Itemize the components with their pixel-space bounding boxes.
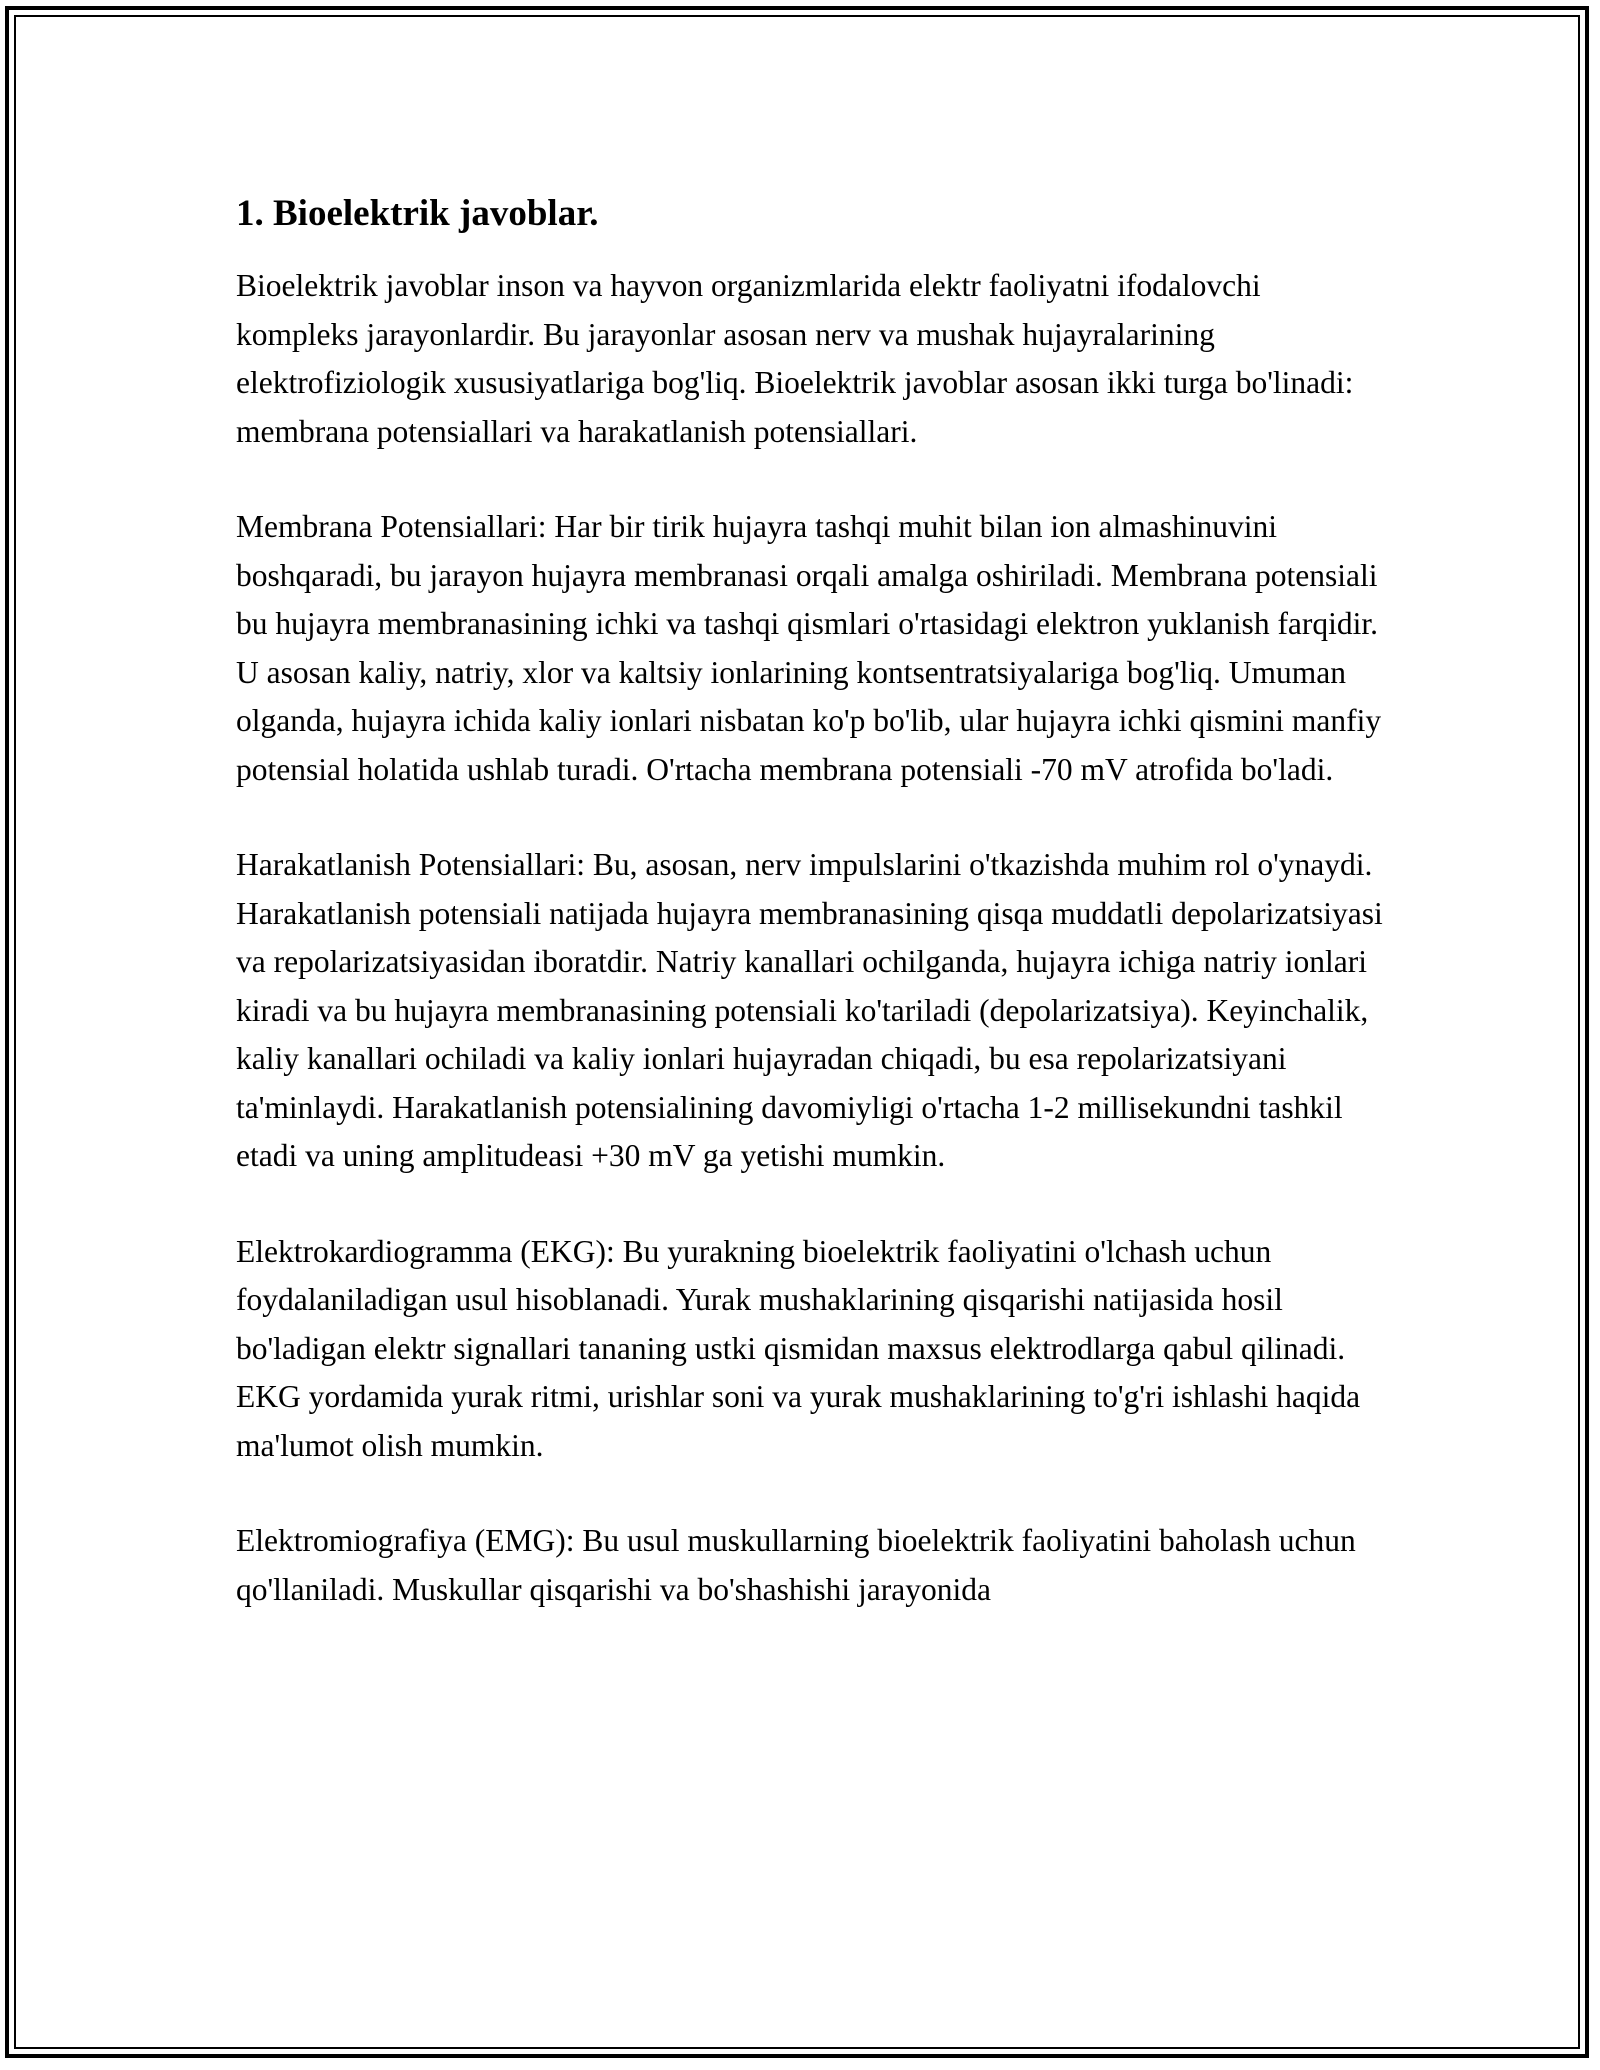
paragraph-action-potentials: Harakatlanish Potensiallari: Bu, asosan, nerv impulslarini o'tkazishda muhim rol o'ynaydi. Harakatlanish potensiali natijada hujayra membranasining qisqa muddatli depolarizatsiyasi va repolarizatsiyasidan iboratdir. Natriy kanallari ochilganda, hujayra ichiga natriy ionlari kiradi va bu hujayra membranasining potensiali ko'tariladi (depolarizatsiya). Keyinchalik, kaliy kanallari ochiladi va kaliy ionlari hujayradan chiqadi, bu esa repolarizatsiyani ta'minlaydi. Harakatlanish potensialining davomiyligi o'rtacha 1-2 millisekundni tashkil etadi va uning amplitudeasi +30 mV ga yetishi mumkin. (236, 847, 1383, 1173)
document-body (236, 190, 1386, 1614)
paragraph-emg: Elektromiografiya (EMG): Bu usul muskullarning bioelektrik faoliyatini baholash uchun qo'llaniladi. Muskullar qisqarishi va bo'shashishi jarayonida (236, 1523, 1356, 1607)
section-heading: 1. Bioelektrik javoblar. (236, 193, 599, 234)
paragraph-ekg: Elektrokardiogramma (EKG): Bu yurakning bioelektrik faoliyatini o'lchash uchun foydalaniladigan usul hisoblanadi. Yurak mushaklarining qisqarishi natijasida hosil bo'ladigan elektr signallari tananing ustki qismidan maxsus elektrodlarga qabul qilinadi. EKG yordamida yurak ritmi, urishlar soni va yurak mushaklarining to'g'ri ishlashi haqida ma'lumot olish mumkin. (236, 1233, 1361, 1463)
paragraph-intro: Bioelektrik javoblar inson va hayvon organizmlarida elektr faoliyatni ifodalovchi kompleks jarayonlardir. Bu jarayonlar asosan nerv va mushak hujayralarining elektrofiziologik xususiyatlariga bog'liq. Bioelektrik javoblar asosan ikki turga bo'linadi: membrana potensiallari va harakatlanish potensiallari. (236, 268, 1354, 449)
paragraph-membrane-potentials: Membrana Potensiallari: Har bir tirik hujayra tashqi muhit bilan ion almashinuvini boshqaradi, bu jarayon hujayra membranasi orqali amalga oshiriladi. Membrana potensiali bu hujayra membranasining ichki va tashqi qismlari o'rtasidagi elektron yuklanish farqidir. U asosan kaliy, natriy, xlor va kaltsiy ionlarining kontsentratsiyalariga bog'liq. Umuman olganda, hujayra ichida kaliy ionlari nisbatan ko'p bo'lib, ular hujayra ichki qismini manfiy potensial holatida ushlab turadi. O'rtacha membrana potensiali -70 mV atrofida bo'ladi. (236, 509, 1382, 787)
